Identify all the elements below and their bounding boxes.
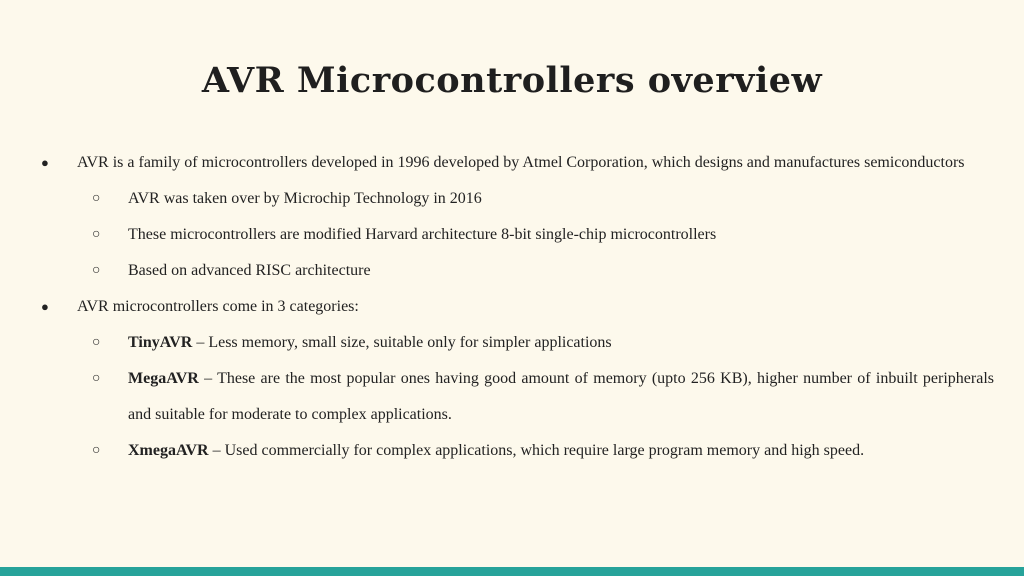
hollow-bullet-icon: ○ xyxy=(92,371,101,386)
slide-title: AVR Microcontrollers overview xyxy=(201,60,823,101)
list-item xyxy=(41,145,967,181)
item-term: MegaAVR xyxy=(128,370,199,387)
list-item xyxy=(92,361,994,433)
filled-bullet-icon: ● xyxy=(41,155,49,170)
list-item xyxy=(92,181,994,217)
accent-bar xyxy=(0,567,1024,576)
list-item xyxy=(92,217,994,253)
hollow-bullet-icon: ○ xyxy=(92,443,101,458)
list-item xyxy=(92,325,994,361)
item-text: – Less memory, small size, suitable only for simpler applications xyxy=(192,334,612,351)
hollow-bullet-icon: ○ xyxy=(92,191,101,206)
hollow-bullet-icon: ○ xyxy=(92,227,101,242)
list-item xyxy=(92,433,994,469)
item-text: – Used commercially for complex applications, which require large program memory and high speed. xyxy=(208,442,865,459)
item-term: XmegaAVR xyxy=(128,442,209,459)
item-text: AVR microcontrollers come in 3 categories: xyxy=(77,298,359,315)
item-text: AVR was taken over by Microchip Technology in 2016 xyxy=(128,190,482,207)
item-text: – These are the most popular ones having good amount of memory (upto 256 KB), higher number of inbuilt peripherals and suitable for moderate to complex applications. xyxy=(128,370,994,423)
item-text: These microcontrollers are modified Harvard architecture 8-bit single-chip microcontrollers xyxy=(128,226,717,243)
item-text: AVR is a family of microcontrollers developed in 1996 developed by Atmel Corporation, which designs and manufactures semiconductors xyxy=(77,154,965,171)
list-item xyxy=(41,289,967,325)
bullet-list xyxy=(0,145,1024,469)
hollow-bullet-icon: ○ xyxy=(92,335,101,350)
list-item xyxy=(92,253,994,289)
hollow-bullet-icon: ○ xyxy=(92,263,101,278)
filled-bullet-icon: ● xyxy=(41,299,49,314)
item-text: Based on advanced RISC architecture xyxy=(128,262,371,279)
item-term: TinyAVR xyxy=(128,334,193,351)
